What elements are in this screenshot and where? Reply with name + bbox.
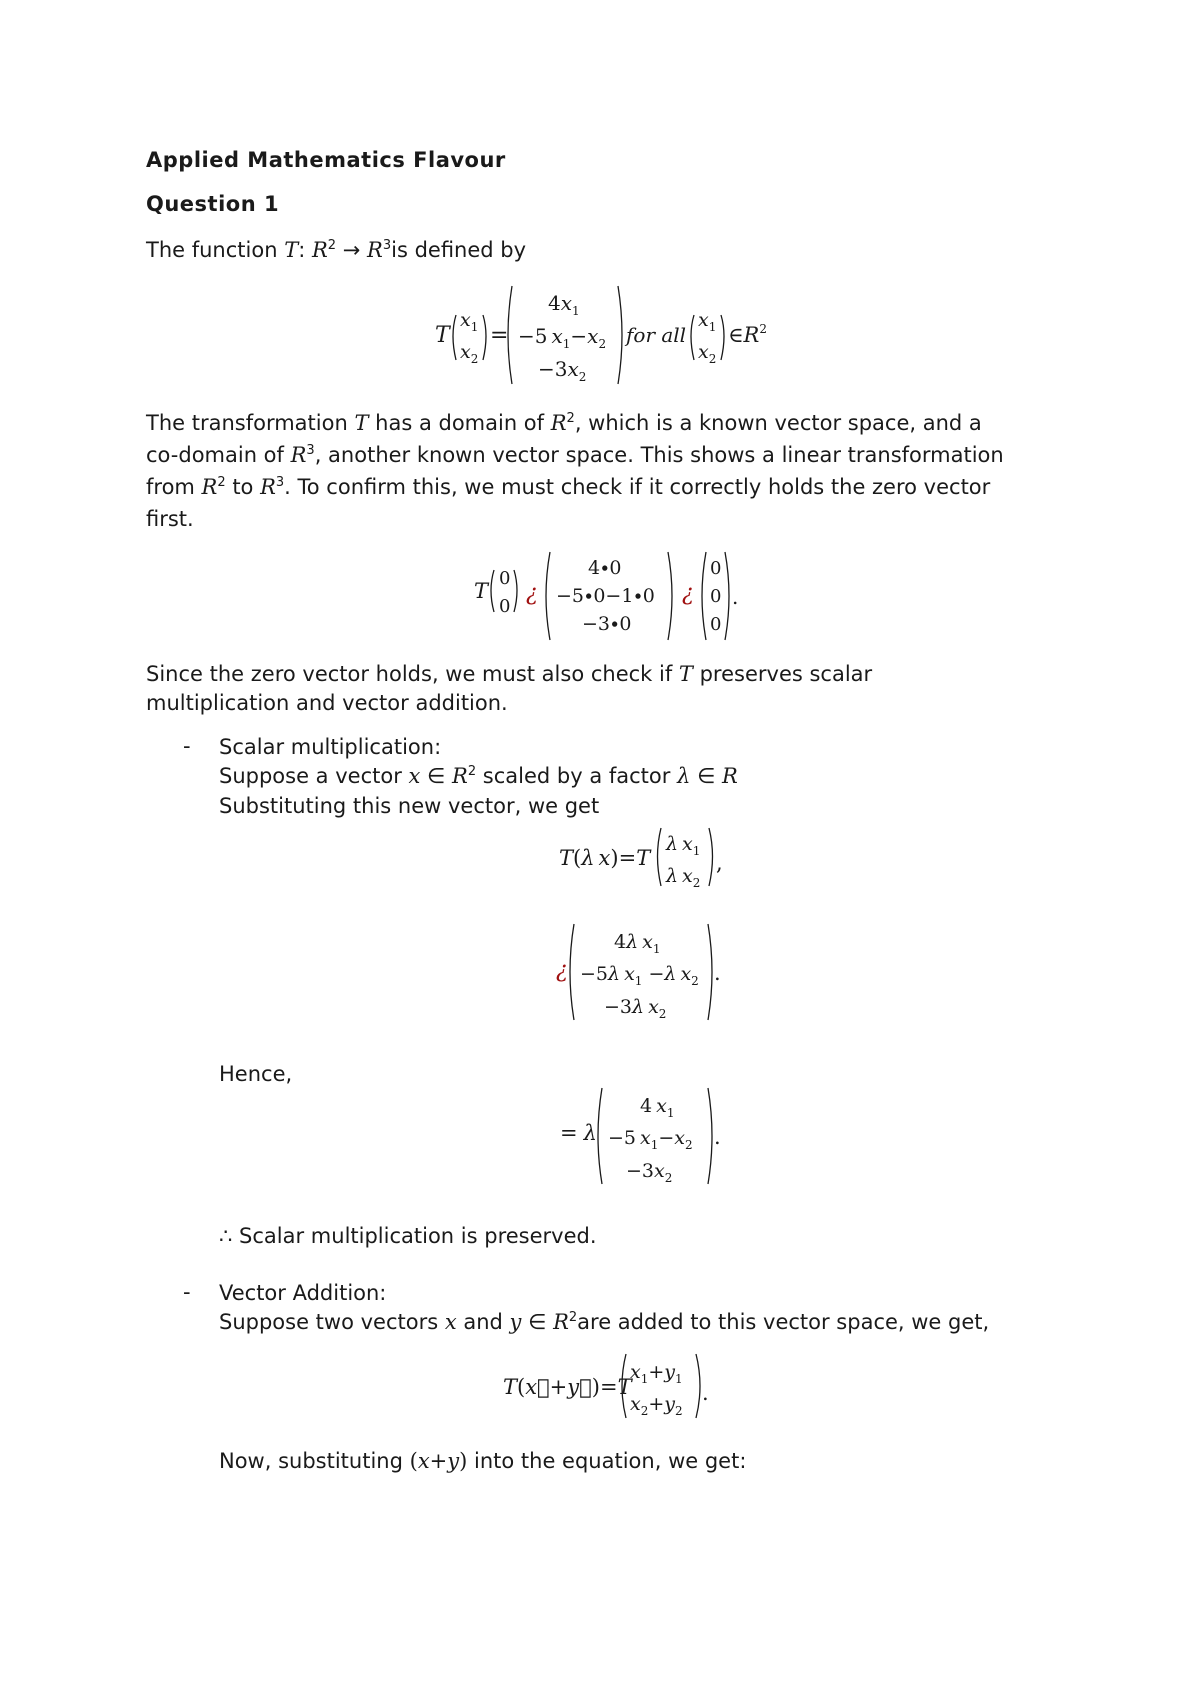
svg-text:λx2: λ $x_2$	[666, 865, 701, 890]
domain-text-line-1: The transformation T has a domain of $R^2$, which is a known vector space, and a	[146, 411, 982, 435]
scalar-equation-a	[556, 820, 736, 896]
svg-text:λx1: λ $x_1$	[666, 833, 701, 858]
domain-text-line-2: co-domain of $R^3$, another known vector space. This shows a linear transformation	[146, 443, 1004, 467]
svg-text:−3λx2: −3λ $x_2$	[604, 996, 667, 1021]
scalar-equation-c	[558, 1084, 738, 1194]
scalar-conclusion: ∴ Scalar multiplication is preserved.	[219, 1224, 597, 1248]
svg-text:0: 0	[499, 568, 511, 589]
svg-text:0: 0	[710, 558, 722, 579]
function-definition-text: The function T: $R^2 \to R^3is$ defined by	[146, 238, 527, 262]
svg-text:0: 0	[710, 614, 722, 635]
svg-text:T(x⃗+y⃗)=T: T(x⃗+y⃗)=T	[503, 1375, 632, 1399]
svg-text:−5x1−x2: −5 $x_1-x_2$	[608, 1127, 693, 1152]
preservation-text-line-2: multiplication and vector addition.	[146, 691, 508, 715]
svg-text:for all: for all	[626, 323, 687, 347]
svg-text:∈R2: $\in R^2$	[728, 322, 767, 347]
svg-text:x2+y2: $x_2+y_2$	[630, 1393, 683, 1418]
svg-text:−3∙0: −3∙0	[582, 613, 632, 635]
domain-text-line-3: from $R^2$ to $R^3$. To confirm this, we must check if it correctly holds the zero vector	[146, 475, 991, 499]
document-heading: Applied Mathematics Flavour	[146, 148, 506, 172]
svg-text:,: ,	[716, 851, 723, 875]
svg-text:4x1: 4 $x_1$	[640, 1095, 675, 1120]
svg-text:x1+y1: $x_1+y_1$	[630, 1361, 683, 1386]
scalar-equation-b	[554, 920, 744, 1030]
svg-text:¿: ¿	[556, 958, 568, 983]
svg-text:.: .	[714, 961, 721, 985]
bullet-dash: -	[183, 1280, 191, 1304]
domain-text-line-4: first.	[146, 507, 194, 531]
zero-vector-equation	[470, 548, 750, 648]
scalar-substituting-text: Substituting this new vector, we get	[219, 794, 600, 818]
svg-text:.: .	[702, 1381, 709, 1405]
scalar-multiplication-title: Scalar multiplication:	[219, 735, 442, 759]
svg-text:−5x1−x2: −5 $x_1-x_2$	[518, 324, 607, 351]
svg-text:−5∙0−1∙0: −5∙0−1∙0	[556, 585, 655, 607]
svg-text:=: =	[490, 323, 509, 348]
svg-text:T: T	[474, 579, 489, 603]
question-label: Question 1	[146, 192, 280, 216]
svg-text:4x1: $4x_1$	[548, 291, 580, 318]
svg-text:4∙0: 4∙0	[588, 557, 622, 579]
svg-text:0: 0	[710, 586, 722, 607]
svg-text:.: .	[732, 585, 739, 609]
svg-text:T(λx)=T: T(λ x)=T	[559, 846, 651, 870]
vector-suppose-text: Suppose two vectors x and y ∈ $R^2are$ added to this vector space, we get,	[219, 1310, 990, 1334]
svg-text:¿: ¿	[682, 581, 694, 606]
substituting-text: Now, substituting (x+y) into the equation, we get:	[219, 1449, 747, 1473]
definition-equation	[430, 280, 790, 394]
hence-text: Hence,	[219, 1062, 293, 1086]
svg-text:.: .	[714, 1125, 721, 1149]
scalar-suppose-text: Suppose a vector x ∈ $R^2$ scaled by a factor λ ∈ R	[219, 764, 738, 788]
svg-text:x2: $x_2$	[460, 341, 479, 366]
svg-text:x2: $x_2$	[698, 341, 717, 366]
svg-text:=λ: = λ	[560, 1121, 597, 1145]
svg-text:−3x2: $-3x_2$	[538, 357, 587, 384]
svg-text:0: 0	[499, 596, 511, 617]
svg-text:x1: $x_1$	[460, 309, 479, 334]
svg-text:¿: ¿	[526, 581, 538, 606]
svg-text:−3x2: $-3x_2$	[626, 1160, 673, 1185]
svg-text:T: T	[435, 323, 450, 348]
svg-text:x1: $x_1$	[698, 309, 717, 334]
svg-text:4λx1: 4λ $x_1$	[614, 931, 661, 956]
vector-addition-title: Vector Addition:	[219, 1281, 387, 1305]
svg-text:−5λx1 −λx2: −5λ $x_1 -\lambda$ $x_2$	[580, 963, 699, 988]
preservation-text-line-1: Since the zero vector holds, we must also check if T preserves scalar	[146, 662, 873, 686]
vector-addition-equation	[500, 1348, 720, 1428]
bullet-dash: -	[183, 734, 191, 758]
